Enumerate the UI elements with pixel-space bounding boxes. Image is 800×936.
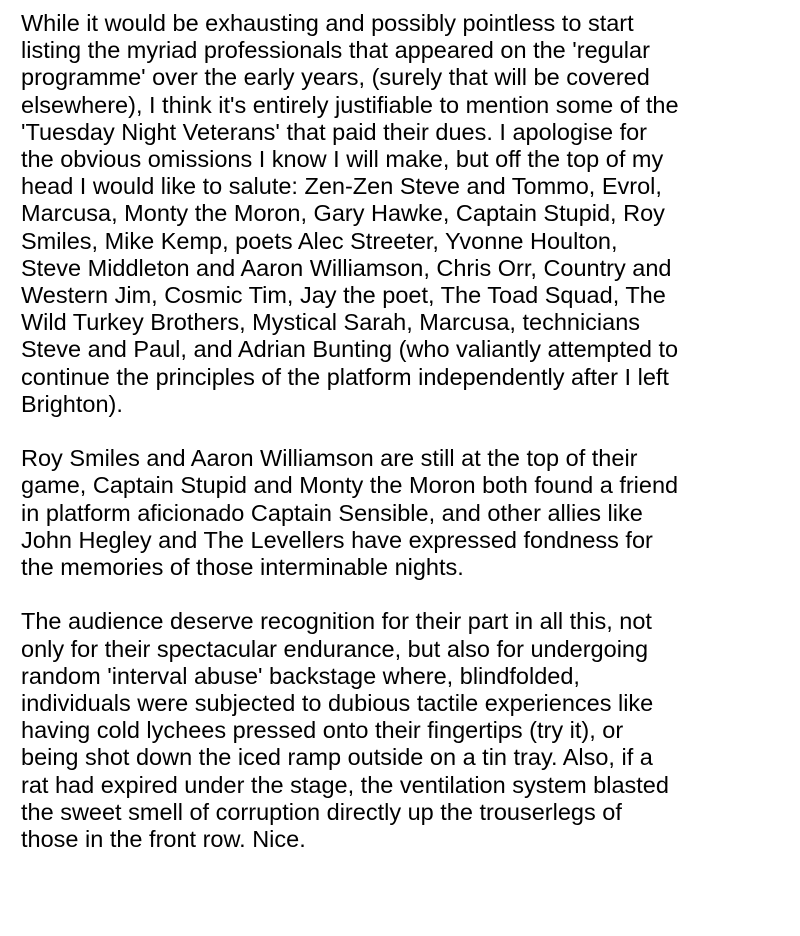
text-line: game, Captain Stupid and Monty the Moron both found a friend bbox=[21, 472, 679, 499]
document-body bbox=[21, 10, 797, 880]
text-line: Western Jim, Cosmic Tim, Jay the poet, The Toad Squad, The bbox=[21, 282, 666, 309]
text-line: The audience deserve recognition for their part in all this, not bbox=[21, 608, 652, 635]
text-line: the sweet smell of corruption directly up the trouserlegs of bbox=[21, 798, 622, 825]
text-line: John Hegley and The Levellers have expressed fondness for bbox=[21, 526, 653, 553]
paragraph-veterans bbox=[21, 10, 797, 418]
text-line: having cold lychees pressed onto their fingertips (try it), or bbox=[21, 717, 624, 744]
text-line: listing the myriad professionals that appeared on the 'regular bbox=[21, 37, 650, 64]
text-line: elsewhere), I think it's entirely justifiable to mention some of the bbox=[21, 91, 679, 118]
text-line: continue the principles of the platform independently after I left bbox=[21, 363, 669, 390]
text-line: Brighton). bbox=[21, 390, 123, 417]
text-line: Steve Middleton and Aaron Williamson, Chris Orr, Country and bbox=[21, 254, 672, 281]
text-line: head I would like to salute: Zen-Zen Steve and Tommo, Evrol, bbox=[21, 173, 662, 200]
text-line: being shot down the iced ramp outside on a tin tray. Also, if a bbox=[21, 744, 653, 771]
text-line: only for their spectacular endurance, but also for undergoing bbox=[21, 635, 649, 662]
paragraph-allies bbox=[21, 445, 797, 581]
text-line: Wild Turkey Brothers, Mystical Sarah, Marcusa, technicians bbox=[21, 309, 641, 336]
text-line: random 'interval abuse' backstage where, blindfolded, bbox=[21, 662, 580, 689]
text-line: While it would be exhausting and possibly pointless to start bbox=[21, 10, 634, 36]
text-line: programme' over the early years, (surely that will be covered bbox=[21, 64, 650, 91]
text-line: 'Tuesday Night Veterans' that paid their dues. I apologise for bbox=[21, 118, 648, 145]
text-line: individuals were subjected to dubious tactile experiences like bbox=[21, 690, 654, 717]
text-line: rat had expired under the stage, the ventilation system blasted bbox=[21, 771, 669, 798]
text-line: Smiles, Mike Kemp, poets Alec Streeter, Yvonne Houlton, bbox=[21, 227, 618, 254]
text-line: Marcusa, Monty the Moron, Gary Hawke, Captain Stupid, Roy bbox=[21, 200, 665, 227]
text-line: those in the front row. Nice. bbox=[21, 826, 306, 853]
text-line: in platform aficionado Captain Sensible, and other allies like bbox=[21, 499, 643, 526]
text-line: the memories of those interminable nights. bbox=[21, 554, 464, 581]
text-line: Steve and Paul, and Adrian Bunting (who valiantly attempted to bbox=[21, 336, 679, 363]
text-line: the obvious omissions I know I will make, but off the top of my bbox=[21, 146, 664, 173]
paragraph-audience bbox=[21, 608, 797, 853]
text-line: Roy Smiles and Aaron Williamson are still at the top of their bbox=[21, 445, 638, 472]
